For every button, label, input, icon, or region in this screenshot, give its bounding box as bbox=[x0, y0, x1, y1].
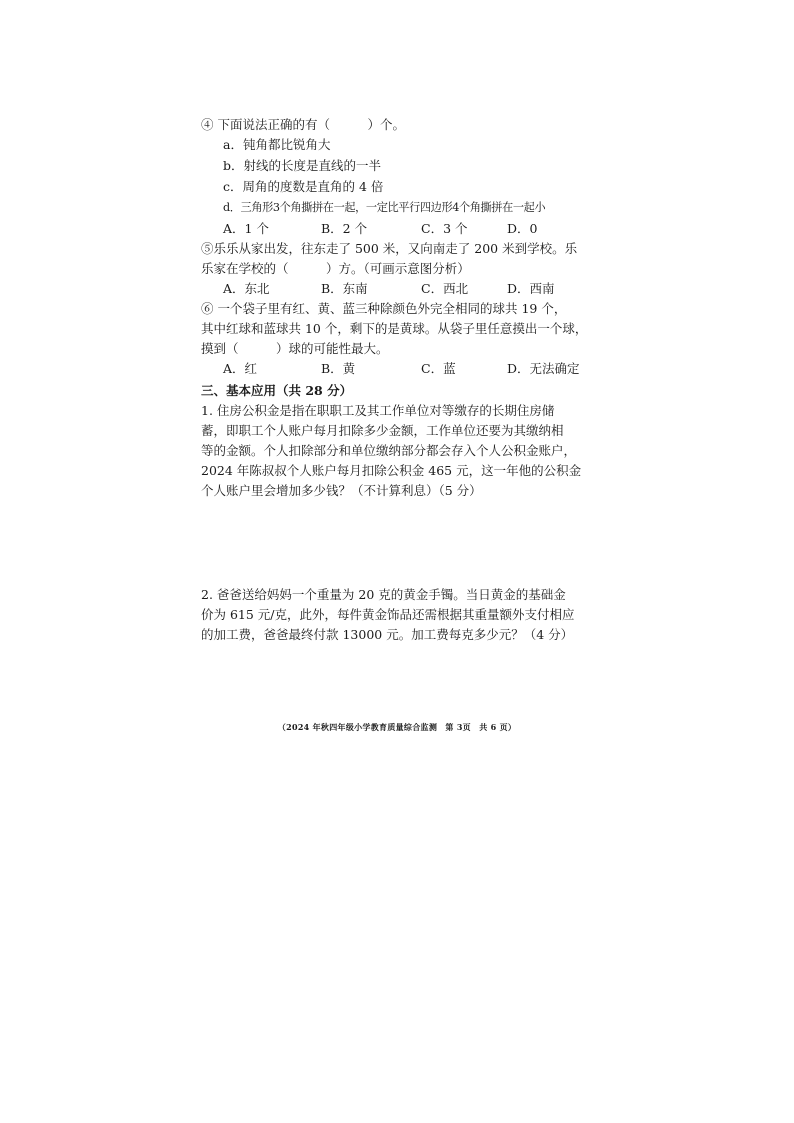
q4-item-c: c．周角的度数是直角的 4 倍 bbox=[223, 179, 384, 194]
q4-item-a: a．钝角都比锐角大 bbox=[223, 137, 331, 152]
p2-line-1: 2. 爸爸送给妈妈一个重量为 20 克的黄金手镯。当日黄金的基础金 bbox=[201, 587, 566, 602]
section-title: 三、基本应用（共 28 分） bbox=[201, 383, 353, 398]
q6-option-b: B．黄 bbox=[321, 361, 356, 376]
p1-line-3: 等的金额。个人扣除部分和单位缴纳部分都会存入个人公积金账户， bbox=[201, 443, 577, 458]
q5-stem-line1: ⑤乐乐从家出发，往东走了 500 米，又向南走了 200 米到学校。乐 bbox=[201, 241, 578, 256]
q5-option-d: D．西南 bbox=[507, 281, 555, 296]
q6-option-a: A．红 bbox=[223, 361, 258, 376]
q5-option-a: A．东北 bbox=[223, 281, 270, 296]
p1-line-1: 1. 住房公积金是指在职职工及其工作单位对等缴存的长期住房储 bbox=[201, 403, 555, 418]
q4-item-d: d．三角形3个角撕拼在一起，一定比平行四边形4个角撕拼在一起小 bbox=[223, 201, 546, 214]
q4-stem: ④ 下面说法正确的有（ ）个。 bbox=[201, 117, 405, 132]
q4-option-c: C．3 个 bbox=[421, 221, 468, 236]
q5-option-c: C．西北 bbox=[421, 281, 469, 296]
q6-stem-line1: ⑥ 一个袋子里有红、黄、蓝三种除颜色外完全相同的球共 19 个， bbox=[201, 301, 567, 316]
p2-line-3: 的加工费，爸爸最终付款 13000 元。加工费每克多少元？（4 分） bbox=[201, 627, 574, 642]
p1-line-5: 个人账户里会增加多少钱？（不计算利息）（5 分） bbox=[201, 483, 482, 498]
q4-option-b: B．2 个 bbox=[321, 221, 368, 236]
page-footer: （2024 年秋四年级小学教育质量综合监测 第 3页 共 6 页） bbox=[277, 722, 517, 732]
q4-option-d: D．0 bbox=[507, 221, 538, 236]
p1-line-4: 2024 年陈叔叔个人账户每月扣除公积金 465 元，这一年他的公积金 bbox=[201, 463, 582, 478]
q6-stem-line3: 摸到（ ）球的可能性最大。 bbox=[201, 341, 389, 356]
p2-line-2: 价为 615 元/克，此外，每件黄金饰品还需根据其重量额外支付相应 bbox=[201, 607, 575, 622]
p1-line-2: 蓄，即职工个人账户每月扣除多少金额，工作单位还要为其缴纳相 bbox=[201, 423, 564, 438]
q6-stem-line2: 其中红球和蓝球共 10 个，剩下的是黄球。从袋子里任意摸出一个球， bbox=[201, 321, 588, 336]
q6-option-d: D．无法确定 bbox=[507, 361, 580, 376]
q5-stem-line2: 乐家在学校的（ ）方。（可画示意图分析） bbox=[201, 261, 470, 276]
q6-option-c: C．蓝 bbox=[421, 361, 456, 376]
q4-item-b: b．射线的长度是直线的一半 bbox=[223, 158, 382, 173]
q5-option-b: B．东南 bbox=[321, 281, 368, 296]
q4-option-a: A．1 个 bbox=[223, 221, 269, 236]
